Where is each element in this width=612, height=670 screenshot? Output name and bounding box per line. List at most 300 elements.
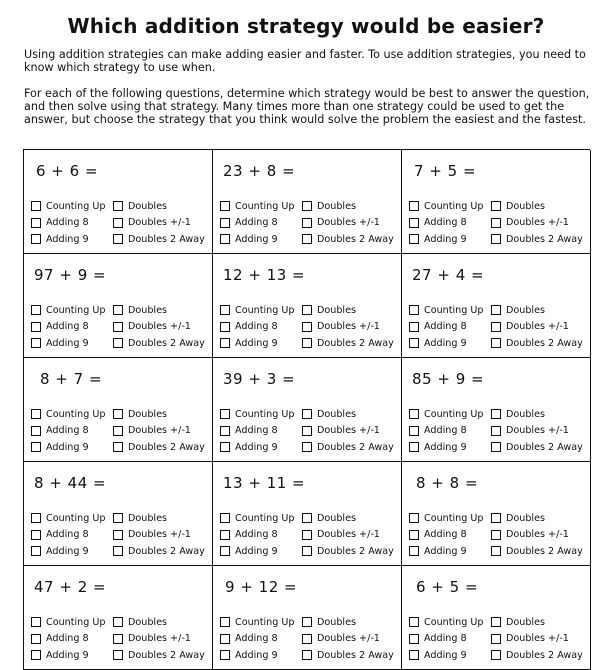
checkbox[interactable] <box>409 634 419 644</box>
problem-cell <box>24 462 213 566</box>
strategy-option-adding-8 <box>409 423 491 440</box>
strategy-option-doubles-2-away <box>113 231 208 248</box>
checkbox[interactable] <box>31 201 41 211</box>
strategy-options <box>31 510 208 560</box>
strategy-option-doubles <box>491 198 586 215</box>
strategy-label: Doubles 2 Away <box>128 649 205 661</box>
strategy-option-adding-8 <box>220 631 302 648</box>
strategy-label: Adding 9 <box>235 649 278 661</box>
strategy-label: Adding 9 <box>46 441 89 453</box>
checkbox[interactable] <box>113 634 123 644</box>
checkbox[interactable] <box>220 513 230 523</box>
strategy-option-counting-up <box>220 510 302 527</box>
strategy-label: Counting Up <box>424 616 484 628</box>
strategy-label: Adding 9 <box>424 649 467 661</box>
checkbox[interactable] <box>302 234 312 244</box>
problem-cell <box>24 358 213 462</box>
checkbox[interactable] <box>302 409 312 419</box>
strategy-option-counting-up <box>220 406 302 423</box>
strategy-label: Doubles 2 Away <box>317 545 394 557</box>
strategy-options <box>409 406 586 456</box>
problem-cell <box>213 254 402 358</box>
strategy-label: Doubles +/-1 <box>128 633 191 645</box>
intro-paragraph-1: Using addition strategies can make adding easier and faster. To use addition strategies, you need to know which strategy to use when. <box>24 48 586 75</box>
strategy-option-counting-up <box>409 510 491 527</box>
strategy-label: Adding 8 <box>424 529 467 541</box>
problem-cell <box>402 462 591 566</box>
strategy-label: Doubles 2 Away <box>317 649 394 661</box>
strategy-label: Doubles 2 Away <box>506 649 583 661</box>
strategy-label: Adding 9 <box>46 649 89 661</box>
strategy-option-doubles-2-away <box>302 647 397 664</box>
strategy-option-counting-up <box>31 302 113 319</box>
strategy-option-doubles-2-away <box>302 231 397 248</box>
strategy-label: Counting Up <box>235 200 295 212</box>
strategy-option-doubles-pm1 <box>302 319 397 336</box>
strategy-option-doubles-pm1 <box>302 423 397 440</box>
strategy-option-adding-9 <box>31 647 113 664</box>
strategy-label: Doubles <box>317 616 356 628</box>
strategy-label: Counting Up <box>46 616 106 628</box>
strategy-options <box>409 510 586 560</box>
strategy-option-adding-8 <box>220 319 302 336</box>
checkbox[interactable] <box>113 218 123 228</box>
strategy-label: Counting Up <box>424 408 484 420</box>
checkbox[interactable] <box>31 634 41 644</box>
strategy-label: Doubles <box>506 616 545 628</box>
problem-equation: 7 + 5 = <box>414 162 477 180</box>
strategy-label: Adding 9 <box>46 545 89 557</box>
strategy-label: Doubles <box>317 304 356 316</box>
checkbox[interactable] <box>491 338 501 348</box>
checkbox[interactable] <box>491 305 501 315</box>
checkbox[interactable] <box>113 513 123 523</box>
strategy-label: Adding 9 <box>424 233 467 245</box>
checkbox[interactable] <box>220 409 230 419</box>
strategy-label: Counting Up <box>235 512 295 524</box>
strategy-label: Doubles <box>506 408 545 420</box>
strategy-options <box>220 406 397 456</box>
strategy-options <box>409 614 586 664</box>
checkbox[interactable] <box>302 442 312 452</box>
strategy-label: Doubles 2 Away <box>128 337 205 349</box>
strategy-label: Doubles +/-1 <box>506 321 569 333</box>
strategy-label: Doubles 2 Away <box>506 337 583 349</box>
strategy-label: Counting Up <box>424 512 484 524</box>
strategy-label: Doubles <box>128 408 167 420</box>
checkbox[interactable] <box>491 650 501 660</box>
strategy-option-doubles <box>491 510 586 527</box>
problem-equation: 39 + 3 = <box>223 370 296 388</box>
checkbox[interactable] <box>491 617 501 627</box>
strategy-options <box>31 302 208 352</box>
problem-equation: 47 + 2 = <box>34 578 107 596</box>
checkbox[interactable] <box>220 426 230 436</box>
checkbox[interactable] <box>409 546 419 556</box>
strategy-option-doubles <box>491 302 586 319</box>
strategy-option-adding-8 <box>409 631 491 648</box>
strategy-label: Doubles 2 Away <box>128 545 205 557</box>
checkbox[interactable] <box>302 546 312 556</box>
checkbox[interactable] <box>302 513 312 523</box>
checkbox[interactable] <box>302 530 312 540</box>
strategy-label: Doubles 2 Away <box>128 441 205 453</box>
problem-cell <box>24 150 213 254</box>
checkbox[interactable] <box>491 409 501 419</box>
strategy-option-doubles <box>302 406 397 423</box>
strategy-label: Doubles +/-1 <box>128 217 191 229</box>
checkbox[interactable] <box>302 218 312 228</box>
checkbox[interactable] <box>302 305 312 315</box>
problem-cell <box>24 566 213 670</box>
checkbox[interactable] <box>31 305 41 315</box>
checkbox[interactable] <box>31 617 41 627</box>
checkbox[interactable] <box>491 322 501 332</box>
strategy-label: Doubles <box>128 200 167 212</box>
strategy-option-adding-8 <box>31 631 113 648</box>
strategy-option-adding-9 <box>31 231 113 248</box>
strategy-option-doubles-pm1 <box>491 319 586 336</box>
strategy-option-adding-9 <box>220 439 302 456</box>
strategy-label: Doubles +/-1 <box>317 217 380 229</box>
strategy-label: Adding 8 <box>46 633 89 645</box>
problem-cell <box>213 150 402 254</box>
strategy-option-doubles-2-away <box>302 439 397 456</box>
strategy-label: Doubles +/-1 <box>317 633 380 645</box>
checkbox[interactable] <box>302 650 312 660</box>
checkbox[interactable] <box>113 650 123 660</box>
checkbox[interactable] <box>409 617 419 627</box>
strategy-label: Adding 9 <box>235 233 278 245</box>
problem-equation: 8 + 44 = <box>34 474 107 492</box>
checkbox[interactable] <box>302 338 312 348</box>
problem-cell <box>402 150 591 254</box>
strategy-option-adding-9 <box>409 647 491 664</box>
checkbox[interactable] <box>491 442 501 452</box>
strategy-options <box>220 198 397 248</box>
strategy-option-doubles-2-away <box>491 231 586 248</box>
checkbox[interactable] <box>31 338 41 348</box>
strategy-label: Doubles <box>128 304 167 316</box>
strategy-option-doubles <box>302 614 397 631</box>
strategy-option-doubles-pm1 <box>491 527 586 544</box>
checkbox[interactable] <box>491 530 501 540</box>
checkbox[interactable] <box>31 218 41 228</box>
strategy-option-adding-8 <box>220 215 302 232</box>
strategy-label: Adding 9 <box>46 337 89 349</box>
strategy-option-adding-9 <box>220 647 302 664</box>
strategy-option-adding-8 <box>31 215 113 232</box>
strategy-label: Doubles +/-1 <box>506 529 569 541</box>
checkbox[interactable] <box>220 530 230 540</box>
strategy-option-doubles-2-away <box>113 543 208 560</box>
problem-cell <box>213 358 402 462</box>
checkbox[interactable] <box>220 650 230 660</box>
strategy-label: Adding 8 <box>235 633 278 645</box>
checkbox[interactable] <box>31 409 41 419</box>
strategy-option-doubles <box>113 614 208 631</box>
checkbox[interactable] <box>113 546 123 556</box>
checkbox[interactable] <box>220 338 230 348</box>
strategy-option-counting-up <box>31 614 113 631</box>
strategy-option-adding-9 <box>409 439 491 456</box>
strategy-option-adding-8 <box>409 215 491 232</box>
strategy-option-adding-8 <box>409 527 491 544</box>
strategy-option-doubles-2-away <box>491 335 586 352</box>
strategy-option-doubles-2-away <box>302 335 397 352</box>
checkbox[interactable] <box>31 530 41 540</box>
strategy-option-doubles-pm1 <box>113 319 208 336</box>
strategy-option-doubles-pm1 <box>113 631 208 648</box>
strategy-option-adding-9 <box>220 543 302 560</box>
strategy-option-doubles-2-away <box>491 543 586 560</box>
strategy-label: Adding 8 <box>235 217 278 229</box>
checkbox[interactable] <box>31 234 41 244</box>
strategy-option-doubles <box>113 302 208 319</box>
strategy-label: Doubles 2 Away <box>506 441 583 453</box>
strategy-option-counting-up <box>220 302 302 319</box>
strategy-option-adding-8 <box>31 527 113 544</box>
strategy-label: Doubles +/-1 <box>506 217 569 229</box>
checkbox[interactable] <box>220 442 230 452</box>
checkbox[interactable] <box>113 442 123 452</box>
strategy-label: Counting Up <box>424 200 484 212</box>
strategy-option-counting-up <box>409 302 491 319</box>
strategy-option-doubles <box>113 510 208 527</box>
strategy-option-doubles-pm1 <box>491 423 586 440</box>
strategy-option-doubles <box>302 302 397 319</box>
checkbox[interactable] <box>491 218 501 228</box>
strategy-label: Doubles +/-1 <box>128 425 191 437</box>
problem-equation: 8 + 8 = <box>416 474 479 492</box>
strategy-option-adding-9 <box>220 335 302 352</box>
checkbox[interactable] <box>302 426 312 436</box>
checkbox[interactable] <box>113 530 123 540</box>
strategy-option-counting-up <box>409 406 491 423</box>
checkbox[interactable] <box>31 322 41 332</box>
problem-equation: 8 + 7 = <box>40 370 103 388</box>
checkbox[interactable] <box>113 234 123 244</box>
strategy-label: Doubles +/-1 <box>506 425 569 437</box>
strategy-option-adding-9 <box>220 231 302 248</box>
checkbox[interactable] <box>31 650 41 660</box>
strategy-option-adding-8 <box>31 423 113 440</box>
strategy-option-doubles <box>491 406 586 423</box>
checkbox[interactable] <box>113 305 123 315</box>
strategy-label: Adding 8 <box>46 217 89 229</box>
strategy-label: Doubles <box>506 304 545 316</box>
checkbox[interactable] <box>113 322 123 332</box>
strategy-label: Doubles +/-1 <box>317 321 380 333</box>
strategy-option-adding-9 <box>31 335 113 352</box>
checkbox[interactable] <box>409 530 419 540</box>
strategy-label: Counting Up <box>235 408 295 420</box>
problem-cell <box>24 254 213 358</box>
checkbox[interactable] <box>220 305 230 315</box>
strategy-label: Adding 8 <box>235 425 278 437</box>
checkbox[interactable] <box>220 234 230 244</box>
checkbox[interactable] <box>31 426 41 436</box>
checkbox[interactable] <box>113 617 123 627</box>
strategy-label: Adding 8 <box>235 529 278 541</box>
strategy-options <box>220 510 397 560</box>
strategy-label: Doubles +/-1 <box>128 529 191 541</box>
strategy-option-doubles-2-away <box>491 439 586 456</box>
strategy-label: Doubles <box>128 616 167 628</box>
checkbox[interactable] <box>220 634 230 644</box>
strategy-label: Doubles 2 Away <box>317 337 394 349</box>
strategy-option-doubles-pm1 <box>302 215 397 232</box>
strategy-label: Doubles <box>506 200 545 212</box>
strategy-label: Doubles 2 Away <box>317 441 394 453</box>
checkbox[interactable] <box>302 617 312 627</box>
strategy-label: Doubles <box>317 200 356 212</box>
strategy-label: Adding 8 <box>235 321 278 333</box>
problem-equation: 13 + 11 = <box>223 474 306 492</box>
checkbox[interactable] <box>491 546 501 556</box>
strategy-option-adding-8 <box>220 527 302 544</box>
strategy-label: Doubles +/-1 <box>128 321 191 333</box>
checkbox[interactable] <box>220 322 230 332</box>
strategy-label: Adding 9 <box>235 441 278 453</box>
checkbox[interactable] <box>491 201 501 211</box>
checkbox[interactable] <box>409 201 419 211</box>
strategy-option-counting-up <box>409 198 491 215</box>
checkbox[interactable] <box>409 650 419 660</box>
strategy-option-counting-up <box>409 614 491 631</box>
strategy-label: Doubles <box>128 512 167 524</box>
strategy-label: Doubles 2 Away <box>506 233 583 245</box>
checkbox[interactable] <box>409 409 419 419</box>
checkbox[interactable] <box>220 546 230 556</box>
strategy-label: Doubles 2 Away <box>317 233 394 245</box>
strategy-label: Doubles <box>506 512 545 524</box>
strategy-label: Doubles +/-1 <box>317 529 380 541</box>
checkbox[interactable] <box>113 201 123 211</box>
strategy-label: Adding 8 <box>46 321 89 333</box>
strategy-option-doubles <box>113 198 208 215</box>
strategy-label: Adding 8 <box>424 321 467 333</box>
checkbox[interactable] <box>409 218 419 228</box>
checkbox[interactable] <box>491 634 501 644</box>
problem-equation: 27 + 4 = <box>412 266 485 284</box>
strategy-option-doubles-2-away <box>491 647 586 664</box>
problem-equation: 6 + 6 = <box>36 162 99 180</box>
strategy-label: Doubles 2 Away <box>128 233 205 245</box>
strategy-label: Doubles +/-1 <box>317 425 380 437</box>
strategy-option-doubles-pm1 <box>302 527 397 544</box>
checkbox[interactable] <box>31 546 41 556</box>
checkbox[interactable] <box>409 234 419 244</box>
strategy-option-doubles-pm1 <box>491 631 586 648</box>
checkbox[interactable] <box>491 513 501 523</box>
strategy-label: Adding 8 <box>46 425 89 437</box>
strategy-options <box>31 614 208 664</box>
problem-equation: 23 + 8 = <box>223 162 296 180</box>
checkbox[interactable] <box>113 426 123 436</box>
problem-equation: 12 + 13 = <box>223 266 306 284</box>
checkbox[interactable] <box>491 234 501 244</box>
problem-grid <box>23 149 590 670</box>
strategy-option-doubles-pm1 <box>491 215 586 232</box>
checkbox[interactable] <box>409 322 419 332</box>
problem-equation: 85 + 9 = <box>412 370 485 388</box>
checkbox[interactable] <box>409 513 419 523</box>
checkbox[interactable] <box>31 442 41 452</box>
checkbox[interactable] <box>302 322 312 332</box>
strategy-options <box>31 406 208 456</box>
problem-cell <box>213 462 402 566</box>
checkbox[interactable] <box>220 218 230 228</box>
strategy-option-counting-up <box>31 406 113 423</box>
strategy-option-counting-up <box>31 510 113 527</box>
strategy-label: Adding 9 <box>46 233 89 245</box>
strategy-label: Adding 9 <box>235 337 278 349</box>
checkbox[interactable] <box>302 634 312 644</box>
checkbox[interactable] <box>409 426 419 436</box>
strategy-label: Doubles <box>317 512 356 524</box>
strategy-label: Doubles 2 Away <box>506 545 583 557</box>
strategy-option-adding-8 <box>31 319 113 336</box>
checkbox[interactable] <box>409 305 419 315</box>
strategy-label: Doubles <box>317 408 356 420</box>
strategy-options <box>220 614 397 664</box>
problem-equation: 9 + 12 = <box>225 578 298 596</box>
strategy-option-doubles-2-away <box>302 543 397 560</box>
strategy-option-adding-9 <box>409 335 491 352</box>
strategy-option-adding-8 <box>220 423 302 440</box>
strategy-options <box>31 198 208 248</box>
problem-equation: 97 + 9 = <box>34 266 107 284</box>
strategy-option-doubles-pm1 <box>113 215 208 232</box>
worksheet-title: Which addition strategy would be easier? <box>67 14 545 38</box>
strategy-label: Adding 8 <box>424 217 467 229</box>
strategy-label: Adding 8 <box>46 529 89 541</box>
checkbox[interactable] <box>113 338 123 348</box>
checkbox[interactable] <box>220 617 230 627</box>
checkbox[interactable] <box>409 442 419 452</box>
strategy-option-doubles-pm1 <box>113 527 208 544</box>
strategy-option-doubles-2-away <box>113 647 208 664</box>
problem-equation: 6 + 5 = <box>416 578 479 596</box>
problem-cell <box>402 566 591 670</box>
checkbox[interactable] <box>113 409 123 419</box>
strategy-label: Counting Up <box>46 408 106 420</box>
strategy-option-doubles-2-away <box>113 335 208 352</box>
strategy-option-doubles-2-away <box>113 439 208 456</box>
strategy-option-doubles-pm1 <box>113 423 208 440</box>
strategy-label: Doubles +/-1 <box>506 633 569 645</box>
strategy-label: Adding 9 <box>235 545 278 557</box>
strategy-label: Counting Up <box>46 304 106 316</box>
strategy-label: Counting Up <box>235 616 295 628</box>
strategy-option-doubles <box>302 510 397 527</box>
strategy-options <box>220 302 397 352</box>
strategy-label: Counting Up <box>424 304 484 316</box>
strategy-label: Counting Up <box>46 512 106 524</box>
strategy-option-counting-up <box>31 198 113 215</box>
checkbox[interactable] <box>302 201 312 211</box>
intro-paragraph-2: For each of the following questions, determine which strategy would be best to answer the question, and then solve using that strategy. Many times more than one strategy could be used to get the answer, but choose the strategy that you think would solve the problem the easiest and the fastest. <box>24 87 590 127</box>
strategy-label: Adding 9 <box>424 545 467 557</box>
checkbox[interactable] <box>409 338 419 348</box>
checkbox[interactable] <box>220 201 230 211</box>
checkbox[interactable] <box>491 426 501 436</box>
strategy-label: Adding 8 <box>424 425 467 437</box>
problem-cell <box>402 254 591 358</box>
checkbox[interactable] <box>31 513 41 523</box>
strategy-option-doubles <box>491 614 586 631</box>
